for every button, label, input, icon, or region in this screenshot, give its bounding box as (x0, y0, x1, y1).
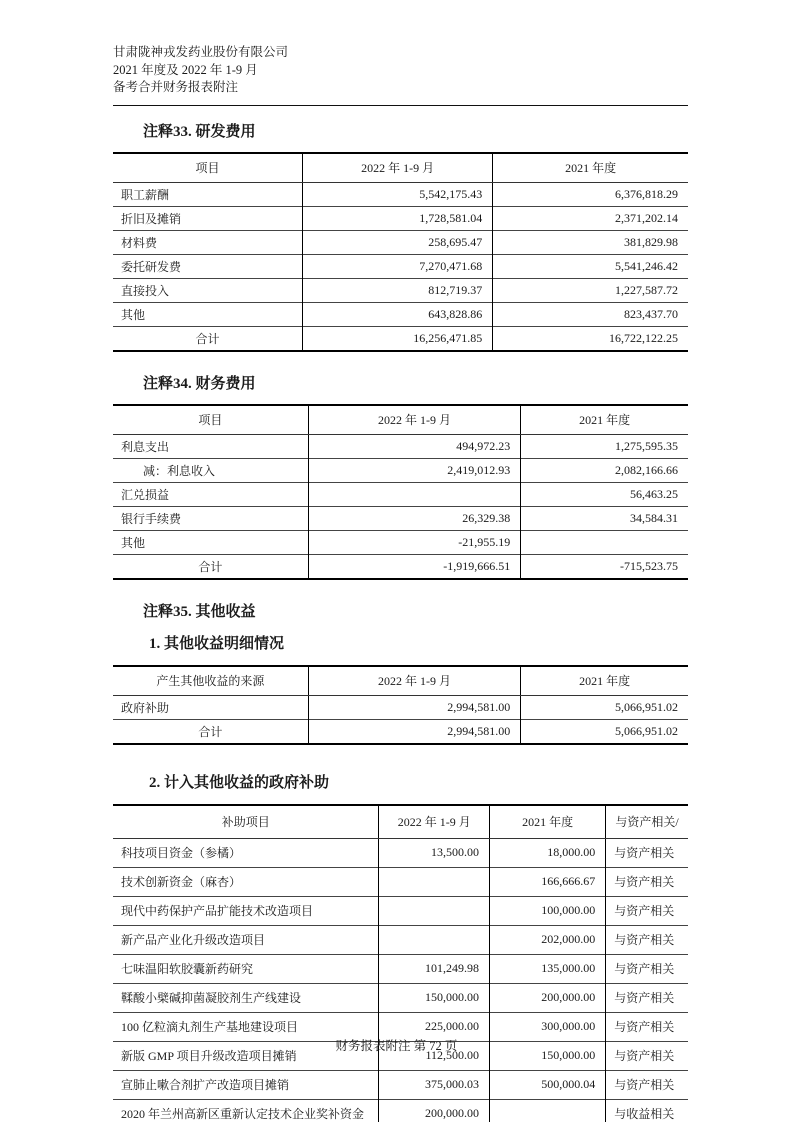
table-row (113, 254, 688, 278)
table-cell: 与资产相关 (606, 867, 688, 896)
table-cell (521, 530, 688, 554)
table-cell: 494,972.23 (308, 434, 521, 458)
table-cell: 258,695.47 (303, 230, 493, 254)
table-cell: 与资产相关 (606, 954, 688, 983)
total-row (113, 554, 688, 579)
table-cell: 与资产相关 (606, 1041, 688, 1070)
column-header: 2022 年 1-9 月 (308, 666, 521, 696)
table-cell: 委托研发费 (113, 254, 303, 278)
table-cell: 375,000.03 (379, 1070, 490, 1099)
table-row (113, 867, 688, 896)
table-row (113, 695, 688, 719)
table-cell: 5,541,246.42 (493, 254, 688, 278)
column-header: 2022 年 1-9 月 (379, 805, 490, 839)
table-cell: 5,066,951.02 (521, 719, 688, 744)
table-cell (490, 1099, 606, 1122)
column-header: 2021 年度 (493, 153, 688, 183)
table-cell: 26,329.38 (308, 506, 521, 530)
table-cell: 合计 (113, 719, 308, 744)
table-cell: 折旧及摊销 (113, 206, 303, 230)
table-cell: 与资产相关 (606, 896, 688, 925)
table-cell: 200,000.00 (490, 983, 606, 1012)
table-cell: 利息支出 (113, 434, 308, 458)
table-cell: 5,066,951.02 (521, 695, 688, 719)
table-cell: 与资产相关 (606, 838, 688, 867)
table-cell: 166,666.67 (490, 867, 606, 896)
table-cell: 7,270,471.68 (303, 254, 493, 278)
column-header: 项目 (113, 405, 308, 435)
table-cell: 18,000.00 (490, 838, 606, 867)
column-header: 2021 年度 (521, 405, 688, 435)
table-cell: 其他 (113, 530, 308, 554)
table-cell: 56,463.25 (521, 482, 688, 506)
table-cell: 2,419,012.93 (308, 458, 521, 482)
table-row (113, 925, 688, 954)
table-cell: 科技项目资金（参橘） (113, 838, 379, 867)
column-header: 与资产相关/ (606, 805, 688, 839)
table-cell: 381,829.98 (493, 230, 688, 254)
table-cell: 七味温阳软胶囊新药研究 (113, 954, 379, 983)
table-cell: 合计 (113, 326, 303, 351)
table-cell: 2020 年兰州高新区重新认定技术企业奖补资金 (113, 1099, 379, 1122)
column-header: 补助项目 (113, 805, 379, 839)
table-cell: 2,082,166.66 (521, 458, 688, 482)
table-cell: 300,000.00 (490, 1012, 606, 1041)
note33-title: 注释33. 研发费用 (143, 123, 256, 140)
table-cell: 职工薪酬 (113, 182, 303, 206)
table-cell: 2,994,581.00 (308, 695, 521, 719)
table-cell: 与资产相关 (606, 1070, 688, 1099)
table-cell (379, 925, 490, 954)
table-cell: 5,542,175.43 (303, 182, 493, 206)
table-cell: 150,000.00 (379, 983, 490, 1012)
table-cell: 225,000.00 (379, 1012, 490, 1041)
table-cell: -715,523.75 (521, 554, 688, 579)
page-footer: 财务报表附注 第 72 页 (335, 1039, 458, 1053)
table-cell: -21,955.19 (308, 530, 521, 554)
table-cell: 与资产相关 (606, 925, 688, 954)
table-cell: 812,719.37 (303, 278, 493, 302)
document-header (113, 0, 688, 106)
column-header: 2021 年度 (490, 805, 606, 839)
table-cell: 1,275,595.35 (521, 434, 688, 458)
table-row (113, 1099, 688, 1122)
table-cell: 112,500.00 (379, 1041, 490, 1070)
table-cell: 其他 (113, 302, 303, 326)
other-income-detail-table (113, 665, 688, 745)
table-cell: 100,000.00 (490, 896, 606, 925)
table-row (113, 206, 688, 230)
table-cell: 13,500.00 (379, 838, 490, 867)
table-cell: 技术创新资金（麻杏） (113, 867, 379, 896)
column-header: 2022 年 1-9 月 (308, 405, 521, 435)
page-content (113, 0, 688, 1122)
table-row (113, 838, 688, 867)
table-cell: 2,994,581.00 (308, 719, 521, 744)
header-row (113, 666, 688, 696)
document-type: 备考合并财务报表附注 (113, 80, 239, 94)
table-cell: 16,722,122.25 (493, 326, 688, 351)
table-row (113, 230, 688, 254)
table-cell: 200,000.00 (379, 1099, 490, 1122)
table-cell: 减：利息收入 (113, 458, 308, 482)
financial-expense-table (113, 404, 688, 580)
table-cell: 100 亿粒滴丸剂生产基地建设项目 (113, 1012, 379, 1041)
table-row (113, 896, 688, 925)
table-cell: 政府补助 (113, 695, 308, 719)
table-cell: 鞣酸小檗碱抑菌凝胶剂生产线建设 (113, 983, 379, 1012)
company-name: 甘肃陇神戎发药业股份有限公司 (113, 45, 289, 59)
table-cell: 材料费 (113, 230, 303, 254)
government-grant-table (113, 804, 688, 1122)
table-row (113, 182, 688, 206)
table-cell: 101,249.98 (379, 954, 490, 983)
table-cell: 宣肺止嗽合剂扩产改造项目摊销 (113, 1070, 379, 1099)
column-header: 项目 (113, 153, 303, 183)
header-row (113, 405, 688, 435)
total-row (113, 719, 688, 744)
column-header: 产生其他收益的来源 (113, 666, 308, 696)
table-cell: 823,437.70 (493, 302, 688, 326)
table-cell: 与收益相关 (606, 1099, 688, 1122)
table-row (113, 434, 688, 458)
column-header: 2022 年 1-9 月 (303, 153, 493, 183)
table-cell: 银行手续费 (113, 506, 308, 530)
table-row (113, 983, 688, 1012)
table-cell (308, 482, 521, 506)
note35-sub2-title: 2. 计入其他收益的政府补助 (149, 774, 330, 791)
rd-expense-table (113, 152, 688, 352)
table-cell: 643,828.86 (303, 302, 493, 326)
table-cell: 直接投入 (113, 278, 303, 302)
table-row (113, 482, 688, 506)
table-cell: 16,256,471.85 (303, 326, 493, 351)
table-cell: 现代中药保护产品扩能技术改造项目 (113, 896, 379, 925)
header-row (113, 805, 688, 839)
table-cell: 合计 (113, 554, 308, 579)
table-cell: 500,000.04 (490, 1070, 606, 1099)
table-cell: 与资产相关 (606, 1012, 688, 1041)
table-row (113, 506, 688, 530)
total-row (113, 326, 688, 351)
table-cell: 1,728,581.04 (303, 206, 493, 230)
table-cell: 202,000.00 (490, 925, 606, 954)
note35-sub1-title: 1. 其他收益明细情况 (149, 635, 285, 652)
table-cell: 2,371,202.14 (493, 206, 688, 230)
table-cell: 新产品产业化升级改造项目 (113, 925, 379, 954)
table-cell: 150,000.00 (490, 1041, 606, 1070)
note35-title: 注释35. 其他收益 (143, 603, 256, 620)
table-cell: 与资产相关 (606, 983, 688, 1012)
table-cell: 34,584.31 (521, 506, 688, 530)
table-cell: -1,919,666.51 (308, 554, 521, 579)
table-row (113, 458, 688, 482)
table-cell: 6,376,818.29 (493, 182, 688, 206)
table-cell: 汇兑损益 (113, 482, 308, 506)
header-row (113, 153, 688, 183)
table-row (113, 302, 688, 326)
table-cell (379, 896, 490, 925)
table-row (113, 954, 688, 983)
column-header: 2021 年度 (521, 666, 688, 696)
table-cell (379, 867, 490, 896)
report-period: 2021 年度及 2022 年 1-9 月 (113, 62, 258, 77)
table-row (113, 278, 688, 302)
table-row (113, 530, 688, 554)
table-cell: 1,227,587.72 (493, 278, 688, 302)
note34-title: 注释34. 财务费用 (143, 375, 256, 392)
table-row (113, 1070, 688, 1099)
table-cell: 135,000.00 (490, 954, 606, 983)
table-cell: 新版 GMP 项目升级改造项目摊销 (113, 1041, 379, 1070)
